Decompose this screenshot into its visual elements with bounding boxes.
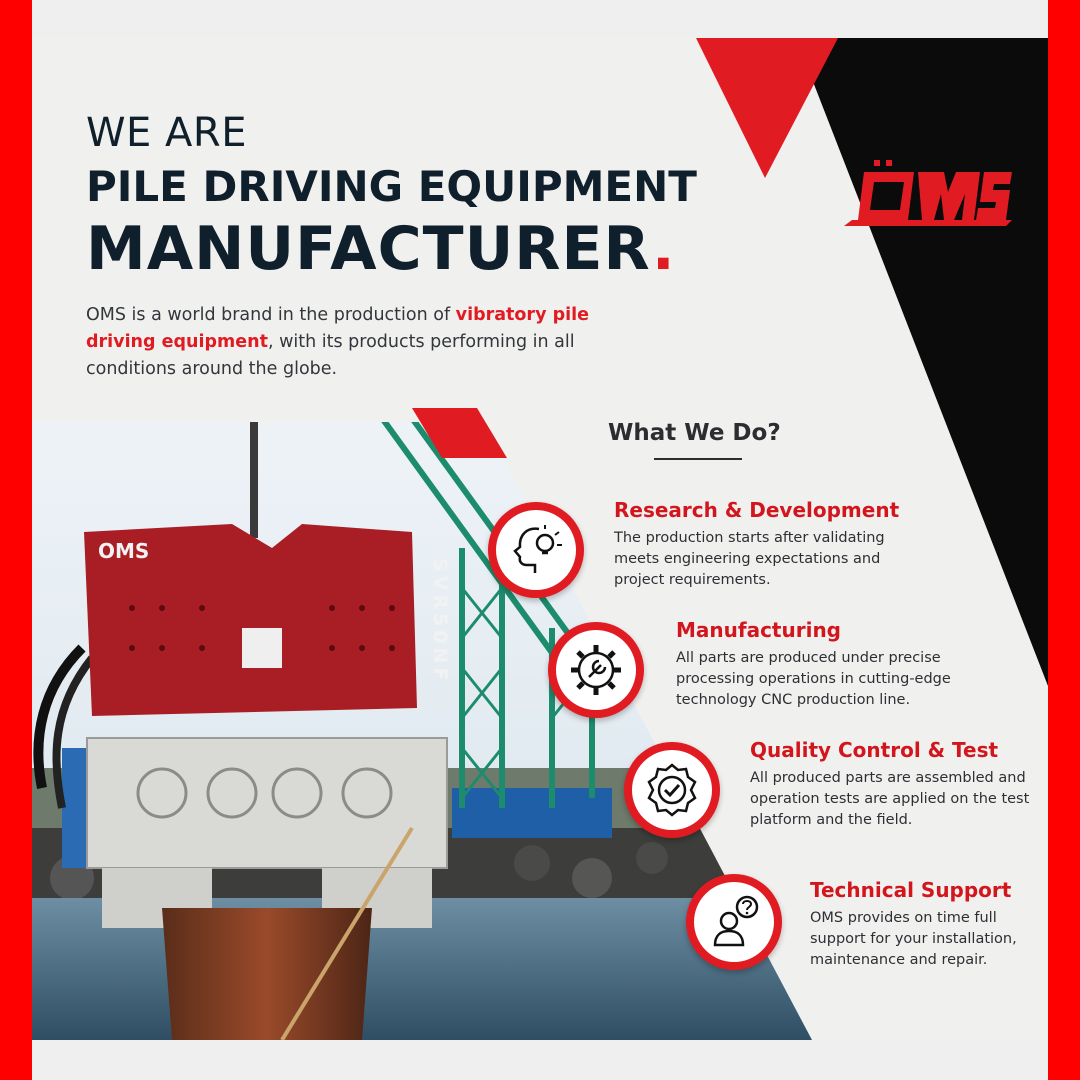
red-top-triangle bbox=[696, 38, 838, 178]
intro-paragraph bbox=[86, 302, 626, 383]
intro-text-1: OMS is a world brand in the production of bbox=[86, 305, 456, 325]
machine-model-label: SVR50NF bbox=[429, 558, 451, 685]
poster-panel bbox=[32, 38, 1048, 1040]
head-lightbulb-icon bbox=[507, 521, 565, 579]
what-we-do-rule bbox=[654, 458, 742, 460]
service-icon-circle bbox=[624, 742, 720, 838]
service-title-manufacturing: Manufacturing bbox=[676, 618, 841, 642]
intro-text-2: , with its products performing in all conditions around the globe. bbox=[86, 332, 575, 379]
machine-logo-text: OMS bbox=[98, 539, 150, 563]
headline-dot: . bbox=[651, 214, 676, 284]
intro-highlight: vibratory pile driving equipment bbox=[86, 305, 589, 352]
service-icon-circle bbox=[686, 874, 782, 970]
headline-pile-driving: PILE DRIVING EQUIPMENT bbox=[86, 162, 697, 211]
what-we-do-title: What We Do? bbox=[608, 420, 781, 446]
service-desc-quality: All produced parts are assembled and operation tests are applied on the test platform and the field. bbox=[750, 770, 1030, 828]
service-desc-manufacturing: All parts are produced under precise processing operations in cutting-edge technology CNC production line. bbox=[676, 650, 951, 708]
headline-we-are: WE ARE bbox=[86, 110, 247, 156]
gear-wrench-icon bbox=[567, 641, 625, 699]
service-icon-circle bbox=[488, 502, 584, 598]
quality-badge-icon bbox=[643, 761, 701, 819]
service-desc-support: OMS provides on time full support for your installation, maintenance and repair. bbox=[810, 910, 1017, 968]
service-desc-research: The production starts after validating meets engineering expectations and project requirements. bbox=[614, 530, 885, 588]
headline-manufacturer-text: MANUFACTURER bbox=[86, 214, 652, 284]
service-title-research: Research & Development bbox=[614, 498, 900, 522]
oms-logo bbox=[844, 156, 1014, 230]
support-person-icon bbox=[705, 893, 763, 951]
service-title-quality: Quality Control & Test bbox=[750, 738, 999, 762]
service-icon-circle bbox=[548, 622, 644, 718]
headline-manufacturer bbox=[86, 214, 676, 284]
service-title-support: Technical Support bbox=[810, 878, 1012, 902]
